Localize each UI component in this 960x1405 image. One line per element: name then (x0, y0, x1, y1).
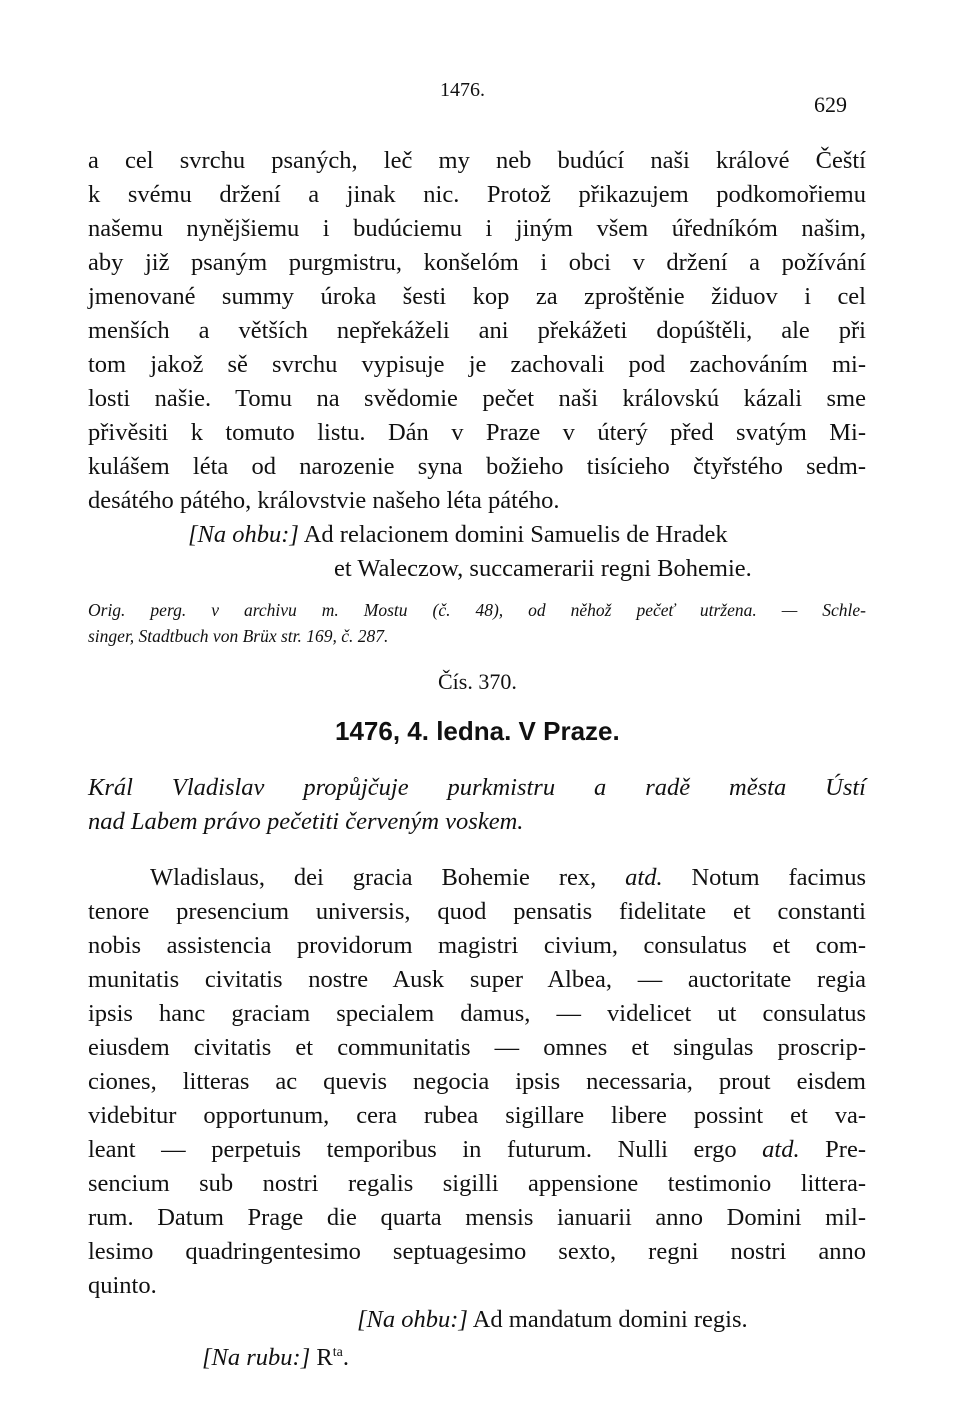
source-note-line: Orig. perg. v archivu m. Mostu (č. 48), od něhož pečeť utržena. — Schle- (88, 600, 866, 620)
text-line: menších a větších nepřekáželi ani překážeti dopúštěli, ale při (88, 317, 866, 344)
document-number: Čís. 370. (438, 669, 517, 694)
text-line: losti našie. Tomu na svědomie pečet naši královskú kázali sme (88, 385, 866, 412)
summary-line: nad Labem právo pečetiti červeným voskem. (88, 808, 524, 835)
text-line: Wladislaus, dei gracia Bohemie rex, atd. Notum facimus (150, 864, 866, 891)
text-line: lesimo quadringentesimo septuagesimo sexto, regni nostri anno (88, 1238, 866, 1265)
endorsement-continued: et Waleczow, succamerarii regni Bohemie. (334, 555, 752, 582)
endorsement-text: Ad relacionem domini Samuelis de Hradek (303, 521, 728, 548)
text-line: kulášem léta od narozenie syna božieho tisícieho čtyřstého sedm- (88, 453, 866, 480)
text-line: videbitur opportunum, cera rubea sigillare libere possint et va- (88, 1102, 866, 1129)
text-line: našemu nynějšiemu i budúciemu i jiným všem úředníkóm našim, (88, 215, 866, 242)
text-line: nobis assistencia providorum magistri civium, consulatus et com- (88, 932, 866, 959)
endorsement-label: [Na rubu:] (202, 1344, 311, 1371)
text-line: ipsis hanc graciam specialem damus, — videlicet ut consulatus (88, 1000, 866, 1027)
text-line: přivěsiti k tomuto listu. Dán v Praze v úterý před svatým Mi- (88, 419, 866, 446)
endorsement (188, 521, 728, 549)
text-line: tenore presencium universis, quod pensatis fidelitate et constanti (88, 898, 866, 925)
endorsement-text: Ad mandatum domini regis. (472, 1306, 748, 1333)
endorsement-label: [Na ohbu:] (188, 521, 299, 548)
endorsement-ohbu (357, 1306, 748, 1334)
text-line: ciones, litteras ac quevis negocia ipsis necessaria, prout eisdem (88, 1068, 866, 1095)
registration-mark-end: . (342, 1344, 349, 1371)
source-note-line: singer, Stadtbuch von Brüx str. 169, č. 287. (88, 626, 389, 646)
document-date-heading: 1476, 4. ledna. V Praze. (335, 716, 620, 746)
text-line: sencium sub nostri regalis sigilli appensione testimonio littera- (88, 1170, 866, 1197)
text-line: jmenované summy úroka šesti kop za zproštěnie židuov i cel (88, 283, 866, 310)
text-line: k svému držení a jinak nic. Protož přikazujem podkomořiemu (88, 181, 866, 208)
registration-mark-superscript: ta (332, 1344, 343, 1360)
running-header-year: 1476. (440, 79, 485, 101)
text-line: leant — perpetuis temporibus in futurum. Nulli ergo atd. Pre- (88, 1136, 866, 1163)
text-line: tom jakož sě svrchu vypisuje je zachovali pod zachováním mi- (88, 351, 866, 378)
text-line: quinto. (88, 1272, 157, 1299)
endorsement-rubu (202, 1344, 349, 1372)
registration-mark: R (316, 1344, 333, 1371)
text-line: rum. Datum Prage die quarta mensis ianuarii anno Domini mil- (88, 1204, 866, 1231)
text-line: desátého pátého, královstvie našeho léta pátého. (88, 487, 560, 514)
text-line: munitatis civitatis nostre Ausk super Albea, — auctoritate regia (88, 966, 866, 993)
text-line: aby již psaným purgmistru, konšelóm i obci v držení a požívání (88, 249, 866, 276)
text-line: eiusdem civitatis et communitatis — omnes et singulas proscrip- (88, 1034, 866, 1061)
text-line: a cel svrchu psaných, leč my neb budúcí naši králové Čeští (88, 147, 866, 174)
endorsement-label: [Na ohbu:] (357, 1306, 468, 1333)
summary-line: Král Vladislav propůjčuje purkmistru a radě města Ústí (88, 774, 866, 801)
page-number: 629 (814, 92, 847, 117)
